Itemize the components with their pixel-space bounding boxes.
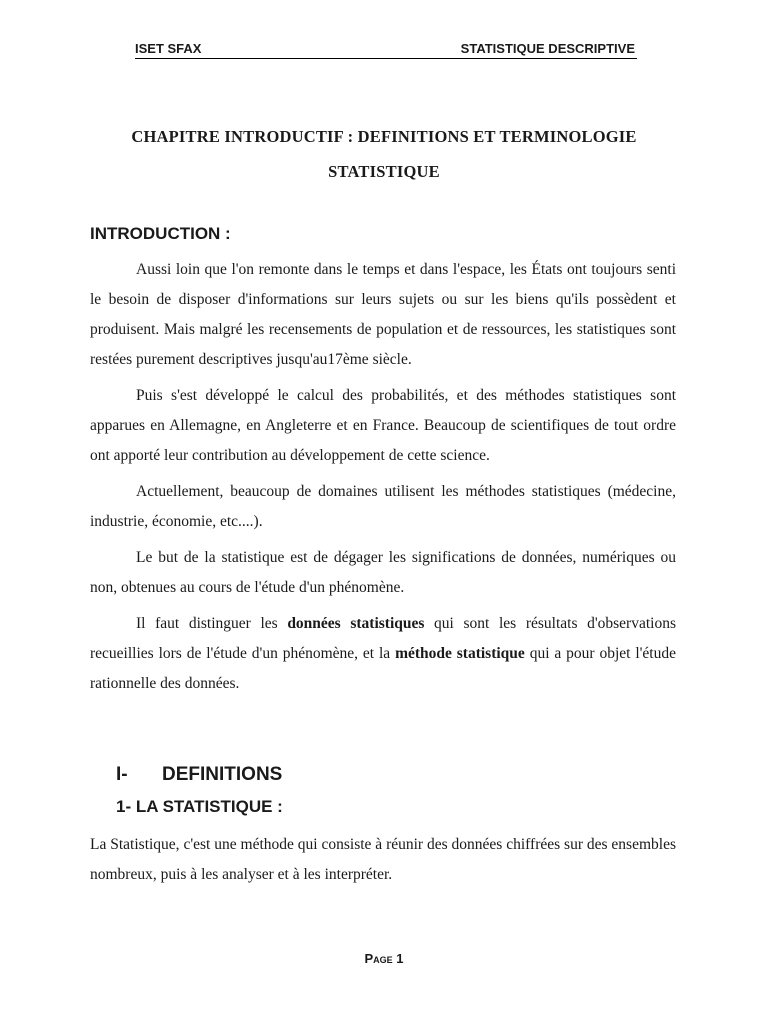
header-course: STATISTIQUE DESCRIPTIVE bbox=[460, 41, 635, 56]
section-heading-definitions bbox=[116, 764, 282, 786]
term-donnees-statistiques: données statistiques bbox=[287, 615, 425, 632]
paragraph-5 bbox=[90, 609, 676, 699]
section-number: I- bbox=[116, 764, 128, 785]
paragraph-2: Puis s'est développé le calcul des probabilités, et des méthodes statistiques sont apparues en Allemagne, en Angleterre et en France. Beaucoup de scientifiques de tout ordre ont apporté leur contribution au développement de cette science. bbox=[90, 387, 676, 464]
term-methode-statistique: méthode statistique bbox=[395, 645, 525, 662]
chapter-title bbox=[90, 119, 678, 189]
paragraph-5-text-2: qui sont les résultats d'observations recueillies lors de l'étude d'un phénomène, et la bbox=[90, 615, 676, 662]
paragraph-5-text-1: Il faut distinguer les bbox=[136, 615, 288, 632]
paragraph-1: Aussi loin que l'on remonte dans le temps et dans l'espace, les États ont toujours senti le besoin de disposer d'informations sur leurs sujets ou sur les biens qu'ils possèdent et produisent. Mais malgré les recensements de population et de ressources, les statistiques sont restées purement descriptives jusqu'au17ème siècle. bbox=[90, 261, 676, 368]
paragraph-4: Le but de la statistique est de dégager les significations de données, numériques ou non, obtenues au cours de l'étude d'un phénomène. bbox=[90, 549, 676, 596]
chapter-title-line1: CHAPITRE INTRODUCTIF : DEFINITIONS ET TERMINOLOGIE bbox=[131, 127, 637, 146]
definition-body bbox=[90, 830, 676, 890]
chapter-title-line2: STATISTIQUE bbox=[328, 162, 440, 181]
definition-paragraph: La Statistique, c'est une méthode qui consiste à réunir des données chiffrées sur des ensembles nombreux, puis à les analyser et à les interpréter. bbox=[90, 836, 676, 883]
page-number: Page 1 bbox=[364, 951, 404, 966]
paragraph-3: Actuellement, beaucoup de domaines utilisent les méthodes statistiques (médecine, industrie, économie, etc....). bbox=[90, 483, 676, 530]
introduction-heading: INTRODUCTION : bbox=[90, 224, 231, 243]
page-header bbox=[135, 40, 637, 59]
introduction-body bbox=[90, 255, 676, 699]
paragraph-5-text-3: qui a pour objet l'étude rationnelle des données. bbox=[90, 645, 676, 692]
section-label: DEFINITIONS bbox=[162, 764, 283, 785]
header-institution: ISET SFAX bbox=[135, 41, 202, 56]
subsection-heading: 1- LA STATISTIQUE : bbox=[116, 797, 283, 816]
